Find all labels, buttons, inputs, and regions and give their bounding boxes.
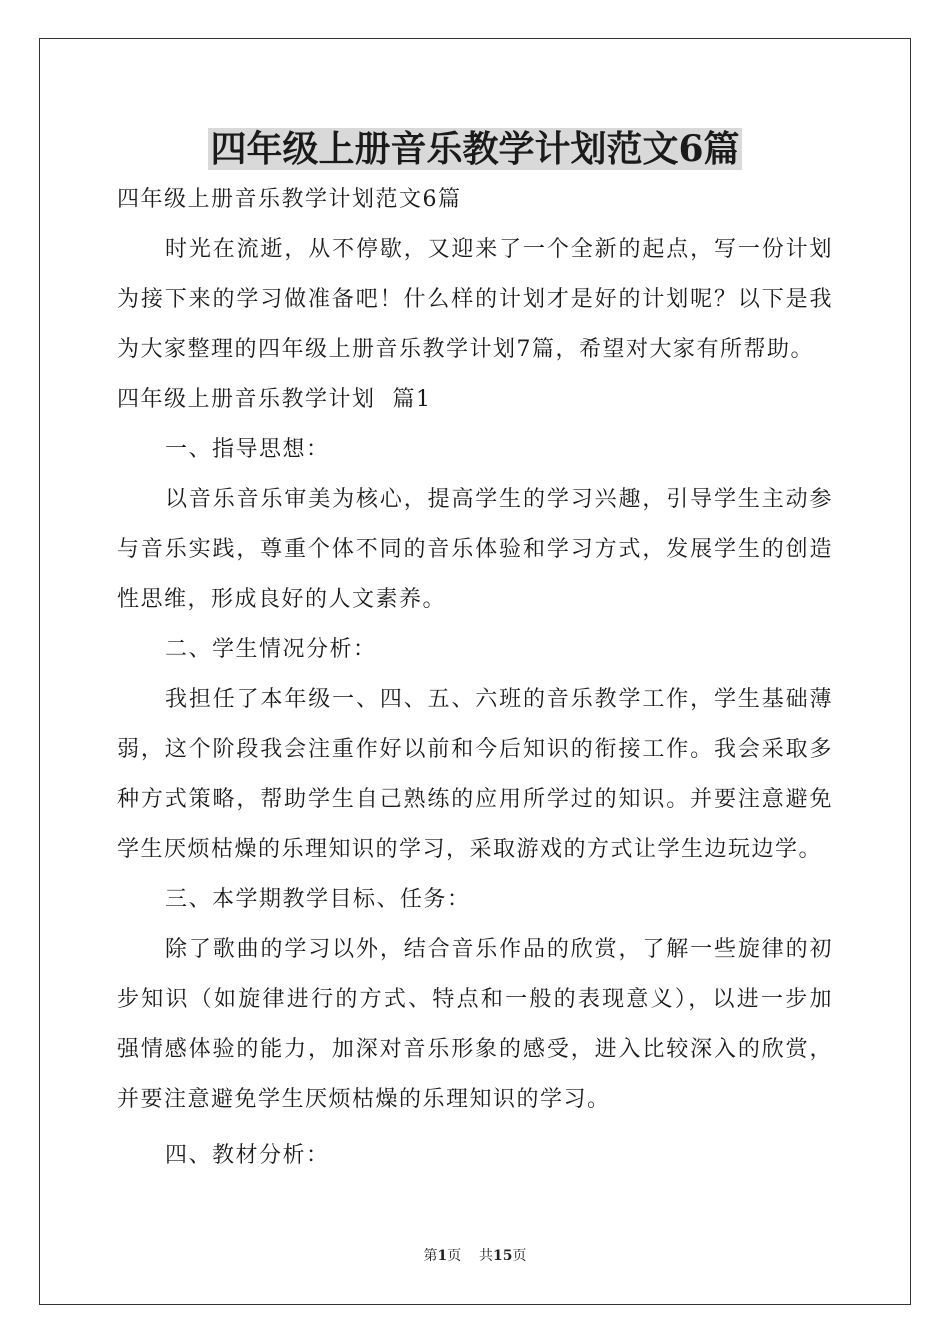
footer-page-number: 1 (437, 1248, 448, 1264)
footer-page-suffix: 页 (447, 1248, 462, 1264)
document-body (117, 175, 833, 1181)
document-subtitle: 四年级上册音乐教学计划范文6篇 (117, 187, 462, 212)
footer-total-prefix: 共 (479, 1248, 494, 1264)
paragraph-teaching-goals: 除了歌曲的学习以外，结合音乐作品的欣赏，了解一些旋律的初步知识（如旋律进行的方式、特点和一般的表现意义），以进一步加强情感体验的能力，加深对音乐形象的感受，进入比较深入的欣赏，并要注意避免学生厌烦枯燥的乐理知识的学习。 (117, 937, 833, 1112)
heading-textbook-analysis: 四、教材分析： (165, 1143, 330, 1168)
footer-page-prefix: 第 (423, 1248, 438, 1264)
document-title (0, 124, 950, 174)
heading-guiding-ideology: 一、指导思想： (165, 437, 330, 462)
page-footer (0, 1246, 950, 1266)
intro-paragraph: 时光在流逝，从不停歇，又迎来了一个全新的起点，写一份计划为接下来的学习做准备吧！什么样的计划才是好的计划呢？以下是我为大家整理的四年级上册音乐教学计划7篇，希望对大家有所帮助。 (117, 237, 833, 362)
document-title-text: 四年级上册音乐教学计划范文6篇 (210, 128, 740, 170)
heading-student-analysis: 二、学生情况分析： (165, 637, 377, 662)
section-title: 四年级上册音乐教学计划 篇1 (117, 387, 432, 412)
footer-total-pages: 15 (493, 1248, 513, 1264)
paragraph-guiding-ideology: 以音乐音乐审美为核心，提高学生的学习兴趣，引导学生主动参与音乐实践，尊重个体不同的音乐体验和学习方式，发展学生的创造性思维，形成良好的人文素养。 (117, 487, 833, 612)
footer-total-suffix: 页 (512, 1248, 527, 1264)
paragraph-student-analysis: 我担任了本年级一、四、五、六班的音乐教学工作，学生基础薄弱，这个阶段我会注重作好以前和今后知识的衔接工作。我会采取多种方式策略，帮助学生自己熟练的应用所学过的知识。并要注意避免学生厌烦枯燥的乐理知识的学习，采取游戏的方式让学生边玩边学。 (117, 687, 833, 862)
heading-teaching-goals: 三、本学期教学目标、任务： (165, 887, 471, 912)
